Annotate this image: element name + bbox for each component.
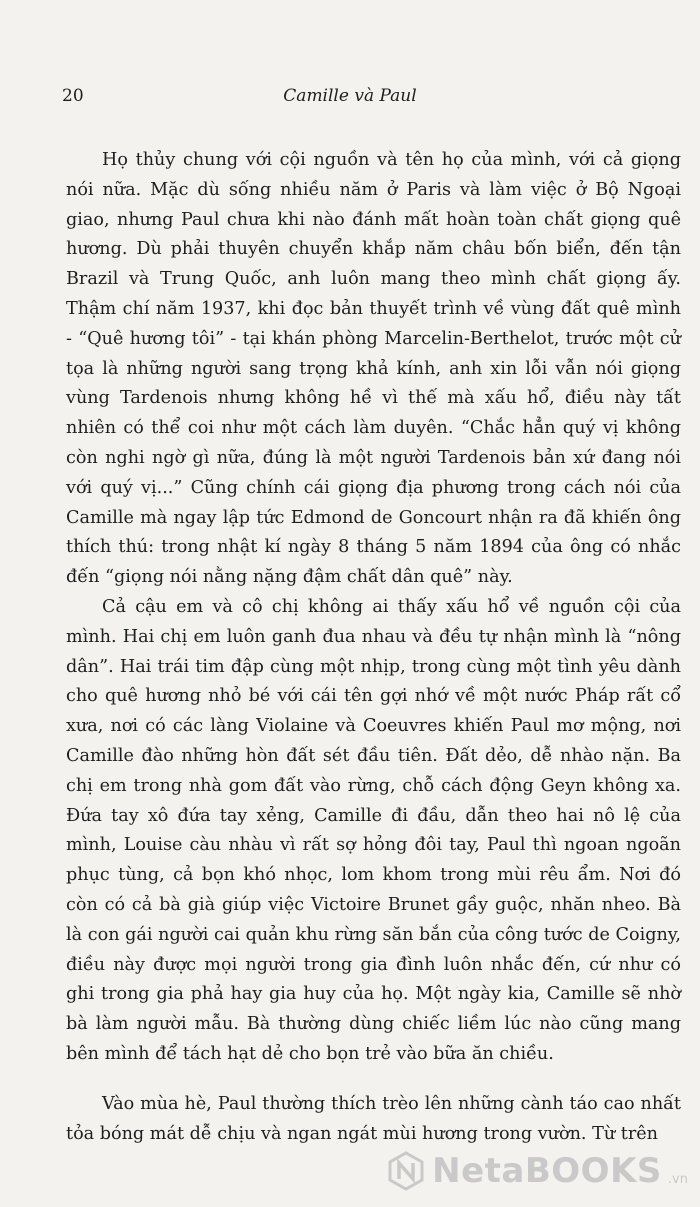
running-title: Camille và Paul [283, 86, 417, 106]
n-logo-icon [386, 1151, 426, 1191]
watermark-suffix: .vn [667, 1171, 688, 1187]
body-text [66, 146, 681, 1149]
paragraph: Cả cậu em và cô chị không ai thấy xấu hổ về nguồn cội của mình. Hai chị em luôn ganh đua nhau và đều tự nhận mình là “nông dân”. Hai trái tim đập cùng một nhịp, trong cùng một tình yêu dành cho quê hương nhỏ bé với cái tên gợi nhớ về một nước Pháp rất cổ xưa, nơi có các làng Violaine và Coeuvres khiến Paul mơ mộng, nơi Camille đào những hòn đất sét đầu tiên. Đất dẻo, dễ nhào nặn. Ba chị em trong nhà gom đất vào rừng, chỗ cách động Geyn không xa. Đứa tay xô đứa tay xẻng, Camille đi đầu, dẫn theo hai nô lệ của mình, Louise càu nhàu vì rất sợ hỏng đôi tay, Paul thì ngoan ngoãn phục tùng, cả bọn khó nhọc, lom khom trong mùi rêu ẩm. Nơi đó còn có cả bà già giúp việc Victoire Brunet gầy guộc, nhăn nheo. Bà là con gái người cai quản khu rừng săn bắn của công tước de Coigny, điều này được mọi người trong gia đình luôn nhắc đến, cứ như có ghi trong gia phả hay gia huy của họ. Một ngày kia, Camille sẽ nhờ bà làm người mẫu. Bà thường dùng chiếc liềm lúc nào cũng mang bên mình để tách hạt dẻ cho bọn trẻ vào bữa ăn chiều. [66, 596, 681, 1064]
watermark [386, 1151, 688, 1191]
paragraph: Họ thủy chung với cội nguồn và tên họ của mình, với cả giọng nói nữa. Mặc dù sống nhiều năm ở Paris và làm việc ở Bộ Ngoại giao, nhưng Paul chưa khi nào đánh mất hoàn toàn chất giọng quê hương. Dù phải thuyên chuyển khắp năm châu bốn biển, đến tận Brazil và Trung Quốc, anh luôn mang theo mình chất giọng ấy. Thậm chí năm 1937, khi đọc bản thuyết trình về vùng đất quê mình - “Quê hương tôi” - tại khán phòng Marcelin-Berthelot, trước một cử tọa là những người sang trọng khả kính, anh xin lỗi vẫn nói giọng vùng Tardenois nhưng không hề vì thế mà xấu hổ, điều này tất nhiên có thể coi như một cách làm duyên. “Chắc hẳn quý vị không còn nghi ngờ gì nữa, đúng là một người Tardenois bản xứ đang nói với quý vị...” Cũng chính cái giọng địa phương trong cách nói của Camille mà ngay lập tức Edmond de Goncourt nhận ra đã khiến ông thích thú: trong nhật kí ngày 8 tháng 5 năm 1894 của ông có nhắc đến “giọng nói nằng nặng đậm chất dân quê” này. [66, 150, 681, 588]
watermark-brand: NetaBOOKS [432, 1151, 662, 1191]
page-number: 20 [62, 86, 84, 106]
paragraph: Vào mùa hè, Paul thường thích trèo lên những cành táo cao nhất tỏa bóng mát dễ chịu và ngan ngát mùi hương trong vườn. Từ trên [66, 1093, 681, 1144]
